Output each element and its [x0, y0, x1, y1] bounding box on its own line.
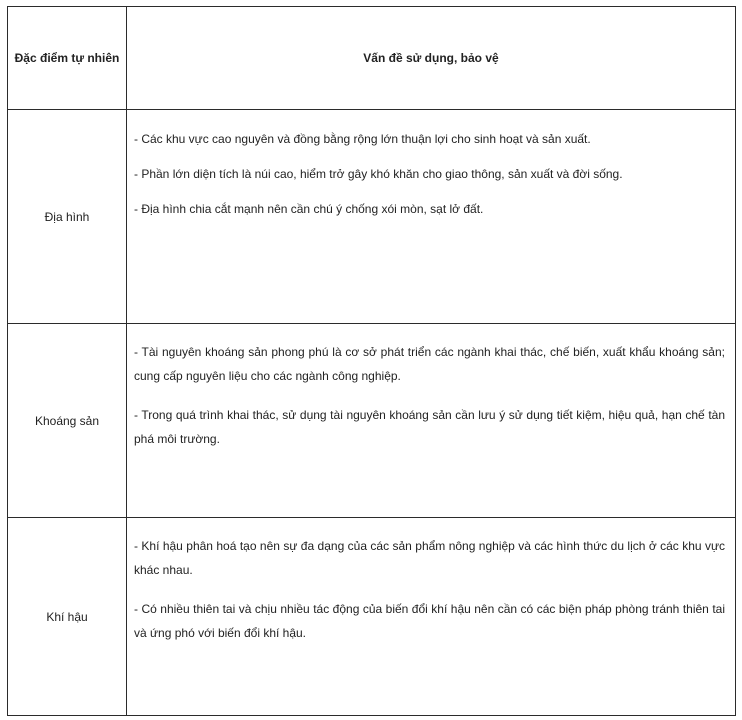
usage-cell [127, 110, 736, 324]
usage-point: - Các khu vực cao nguyên và đồng bằng rộng lớn thuận lợi cho sinh hoạt và sản xuất. [134, 132, 591, 146]
table-row [8, 518, 736, 716]
header-feature: Đặc điểm tự nhiên [8, 7, 127, 110]
table-row [8, 324, 736, 518]
feature-cell: Địa hình [8, 110, 127, 324]
header-usage: Vấn đề sử dụng, bảo vệ [127, 7, 736, 110]
usage-cell [127, 518, 736, 716]
usage-point: - Phần lớn diện tích là núi cao, hiểm trở gây khó khăn cho giao thông, sản xuất và đời sống. [134, 167, 623, 181]
usage-point: - Có nhiều thiên tai và chịu nhiều tác động của biến đổi khí hậu nên cần có các biện pháp phòng tránh thiên tai và ứng phó với biến đổi khí hậu. [134, 602, 725, 640]
feature-cell: Khoáng sản [8, 324, 127, 518]
natural-features-table-container [7, 6, 736, 716]
usage-point: - Khí hậu phân hoá tạo nên sự đa dạng của các sản phẩm nông nghiệp và các hình thức du lịch ở các khu vực khác nhau. [134, 539, 725, 577]
usage-point: - Địa hình chia cắt mạnh nên cần chú ý chống xói mòn, sạt lở đất. [134, 202, 484, 216]
feature-cell: Khí hậu [8, 518, 127, 716]
usage-cell [127, 324, 736, 518]
usage-point: - Trong quá trình khai thác, sử dụng tài nguyên khoáng sản cần lưu ý sử dụng tiết kiệm, hiệu quả, hạn chế tàn phá môi trường. [134, 408, 725, 446]
natural-features-table [7, 6, 736, 716]
table-header-row [8, 7, 736, 110]
table-row [8, 110, 736, 324]
usage-point: - Tài nguyên khoáng sản phong phú là cơ sở phát triển các ngành khai thác, chế biến, xuất khẩu khoáng sản; cung cấp nguyên liệu cho các ngành công nghiệp. [134, 345, 725, 383]
